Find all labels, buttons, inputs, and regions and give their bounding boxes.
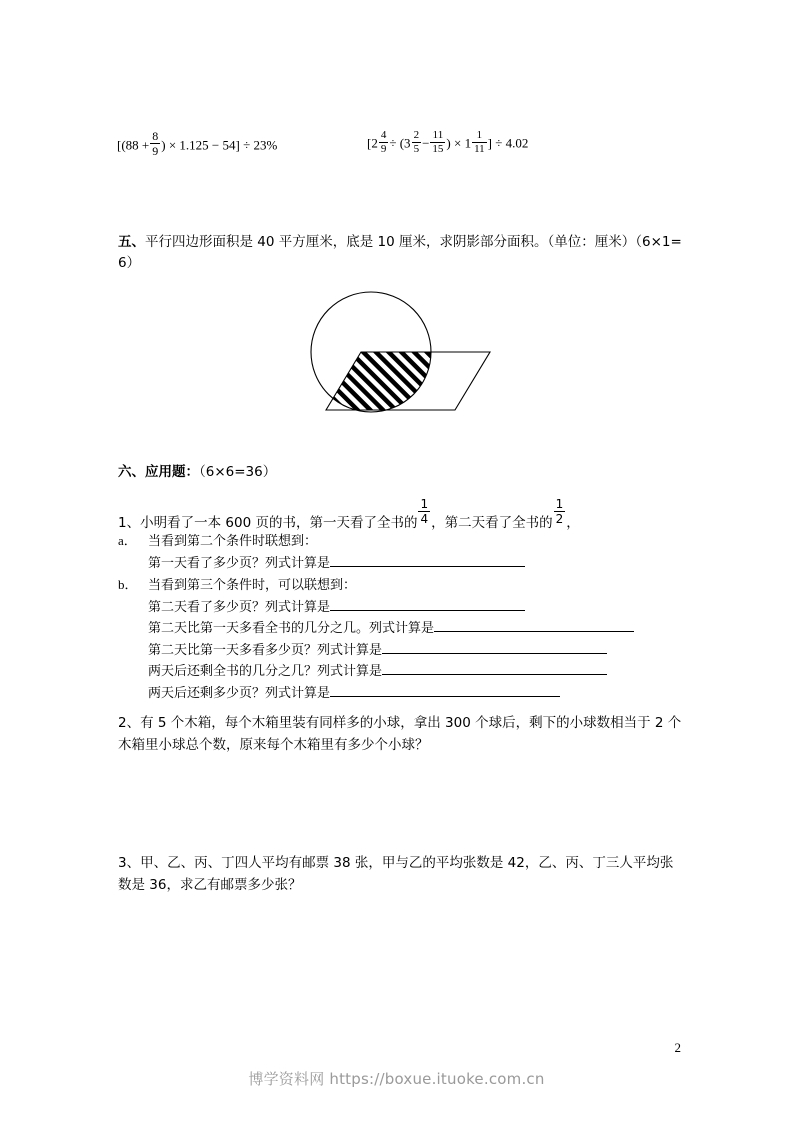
problem-3	[118, 852, 684, 896]
sub-item-b-question-3	[148, 640, 698, 662]
problem-1-fraction-1-denominator: 4	[420, 512, 429, 526]
problem-1-fraction-1	[418, 498, 430, 525]
sub-item-a-question-1	[148, 553, 698, 575]
problem-2-label: 2、	[118, 715, 141, 731]
answer-blank-b2[interactable]	[434, 618, 634, 632]
expr2-fraction-4-numerator: 1	[472, 130, 487, 143]
section-five-number: 五、	[118, 234, 145, 250]
answer-blank-b1[interactable]	[330, 597, 525, 611]
sub-item-a-prompt: 当看到第二个条件时联想到：	[148, 534, 318, 549]
problem-3-label: 3、	[118, 855, 141, 871]
sub-item-b-question-4	[148, 661, 698, 683]
expr1-lead: [(88 +	[117, 137, 150, 153]
answer-blank-a1[interactable]	[330, 553, 525, 567]
watermark: 博学资料网 https://boxue.ituoke.com.cn	[248, 1070, 545, 1088]
section-six-title: 应用题：	[145, 464, 199, 480]
circle-parallelogram-diagram	[290, 282, 520, 427]
problem-3-text: 甲、乙、丙、丁四人平均有邮票 38 张，甲与乙的平均张数是 42，乙、丙、丁三人平均张数是 36，求乙有邮票多少张？	[118, 855, 674, 893]
expr2-fraction-4-denominator: 11	[474, 143, 485, 155]
expr2-fraction-3-numerator: 11	[430, 130, 445, 143]
expr2-mid-2: −	[422, 135, 430, 151]
problem-2	[118, 712, 684, 756]
computation-row	[0, 112, 793, 166]
sub-item-b-prompt: 当看到第三个条件时，可以联想到：	[148, 578, 357, 593]
sub-item-b-question-5	[148, 683, 698, 705]
computation-expression-1	[117, 130, 277, 157]
section-six-heading	[118, 462, 276, 483]
expr2-lead: [2	[367, 135, 378, 151]
expr1-tail: ) × 1.125 − 54] ÷ 23%	[161, 137, 278, 153]
sub-item-a	[118, 530, 698, 553]
expr1-fraction-denominator: 9	[152, 144, 159, 158]
answer-blank-b3[interactable]	[382, 640, 607, 654]
problem-1-text-c: ，	[566, 515, 580, 532]
expr2-fraction-3-denominator: 15	[432, 143, 444, 155]
section-five-text: 平行四边形面积是 40 平方厘米，底是 10 厘米，求阴影部分面积。（单位：厘米）	[145, 234, 636, 250]
sub-item-b-label: b．	[118, 577, 138, 592]
expr2-fraction-1-numerator: 4	[380, 129, 387, 141]
problem-1-fraction-2-numerator: 1	[555, 497, 564, 511]
problem-1-fraction-2-denominator: 2	[555, 512, 564, 526]
problem-2-text: 有 5 个木箱，每个木箱里装有同样多的小球，拿出 300 个球后，剩下的小球数相当于 2 个木箱里小球总个数，原来每个木箱里有多少个小球？	[118, 715, 682, 753]
computation-expression-2	[367, 130, 528, 155]
sub-item-b-question-4-text: 两天后还剩全书的几分之几？列式计算是	[148, 664, 383, 679]
sub-item-b-question-2	[148, 618, 698, 640]
section-five-heading	[118, 232, 684, 274]
shaded-region	[326, 352, 490, 410]
expr2-tail: ] ÷ 4.02	[487, 135, 529, 151]
sub-item-b	[118, 574, 698, 597]
sub-item-a-label: a．	[118, 533, 137, 548]
problem-1-sub-items	[118, 530, 698, 704]
answer-blank-b5[interactable]	[330, 683, 560, 697]
sub-item-b-question-1-text: 第二天看了多少页？列式计算是	[148, 599, 331, 615]
page-number: 2	[674, 1040, 681, 1055]
problem-1-text-b: ，第二天看了全书的	[431, 515, 553, 532]
expr2-mid-3: ) × 1	[446, 135, 472, 151]
expr1-fraction-numerator: 8	[152, 129, 159, 143]
expr2-fraction-2	[412, 130, 422, 155]
expr2-fraction-2-denominator: 5	[413, 143, 420, 155]
problem-1-text-a: 小明看了一本 600 页的书，第一天看了全书的	[140, 515, 418, 532]
section-six-score: （6×6=36）	[199, 464, 277, 480]
expr2-fraction-2-numerator: 2	[413, 129, 420, 141]
problem-1-fraction-1-numerator: 1	[420, 497, 429, 511]
answer-blank-b4[interactable]	[382, 661, 607, 675]
expr1-fraction	[150, 130, 160, 157]
sub-item-b-question-1	[148, 597, 698, 619]
expr2-mid-1: ÷ (3	[389, 135, 411, 151]
sub-item-a-question-1-text: 第一天看了多少页？列式计算是	[148, 555, 331, 571]
expr2-fraction-1-denominator: 9	[380, 143, 387, 155]
problem-1-fraction-2	[554, 498, 566, 525]
expr2-fraction-1	[379, 130, 389, 155]
sub-item-b-question-2-text: 第二天比第一天多看全书的几分之几。列式计算是	[148, 621, 435, 636]
shaded-area-figure	[290, 282, 520, 427]
section-six-number: 六、	[118, 464, 145, 480]
expr2-fraction-4	[472, 130, 487, 155]
sub-item-b-question-3-text: 第二天比第一天多看多少页？列式计算是	[148, 642, 383, 658]
sub-item-b-question-5-text: 两天后还剩多少页？列式计算是	[148, 685, 331, 701]
problem-1-label: 1、	[118, 515, 141, 532]
expr2-fraction-3	[430, 130, 445, 155]
problem-1	[118, 498, 693, 534]
section-five-score: （6×1= 6）	[118, 234, 682, 271]
